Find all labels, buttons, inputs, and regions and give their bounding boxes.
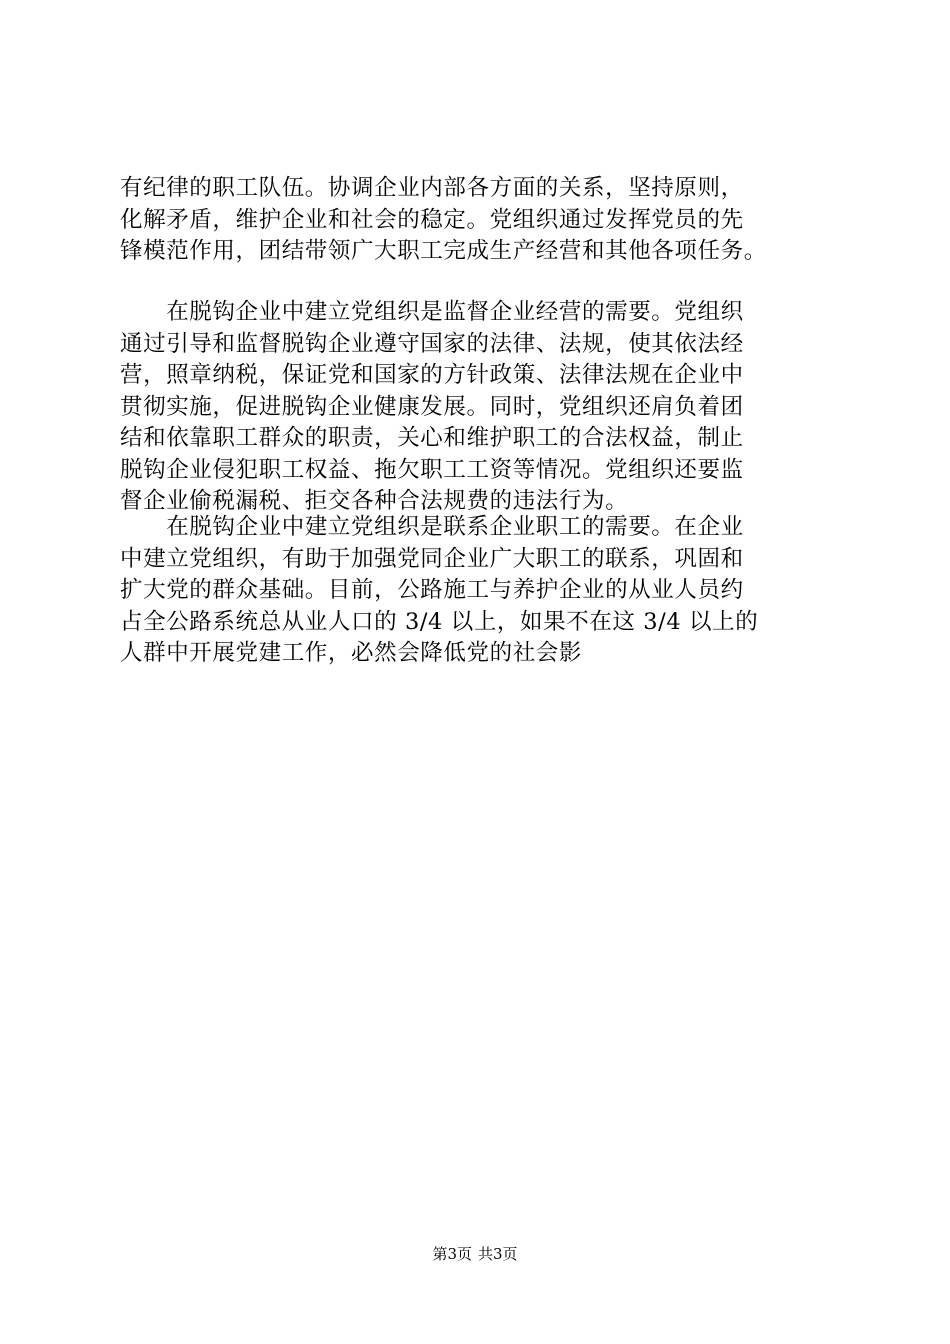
paragraph-line: 在脱钩企业中建立党组织是监督企业经营的需要。党组织 <box>120 299 744 325</box>
page-total: 共3页 <box>478 1245 518 1263</box>
paragraph-line: 通过引导和监督脱钩企业遵守国家的法律、法规，使其依法经 <box>120 330 744 357</box>
paragraph-1 <box>120 173 855 268</box>
paragraph-line: 化解矛盾，维护企业和社会的稳定。党组织通过发挥党员的先 <box>120 206 744 233</box>
paragraph-line: 营，照章纳税，保证党和国家的方针政策、法律法规在企业中 <box>120 362 744 388</box>
paragraph-line: 结和依靠职工群众的职责，关心和维护职工的合法权益，制止 <box>120 425 744 451</box>
paragraph-line: 督企业偷税漏税、拒交各种合法规费的违法行为。 <box>120 488 629 514</box>
paragraph-line: 在脱钩企业中建立党组织是联系企业职工的需要。在企业 <box>120 514 744 540</box>
paragraph-line: 人群中开展党建工作，必然会降低党的社会影 <box>120 640 583 666</box>
paragraph-line: 扩大党的群众基础。目前，公路施工与养护企业的从业人员约 <box>120 577 744 603</box>
page-footer <box>0 1243 950 1265</box>
paragraph-line: 中建立党组织，有助于加强党同企业广大职工的联系，巩固和 <box>120 545 744 572</box>
paragraph-line: 贯彻实施，促进脱钩企业健康发展。同时，党组织还肩负着团 <box>120 393 744 420</box>
paragraph-2 <box>120 297 855 518</box>
paragraph-line: 占全公路系统总从业人口的 3/4 以上，如果不在这 3/4 以上的 <box>120 608 759 635</box>
paragraph-3 <box>120 512 855 670</box>
paragraph-line: 有纪律的职工队伍。协调企业内部各方面的关系，坚持原则， <box>120 175 744 201</box>
paragraph-line: 锋模范作用，团结带领广大职工完成生产经营和其他各项任务。 <box>120 238 767 264</box>
paragraph-line: 脱钩企业侵犯职工权益、拖欠职工工资等情况。党组织还要监 <box>120 456 744 483</box>
page-number: 第3页 <box>432 1245 472 1263</box>
